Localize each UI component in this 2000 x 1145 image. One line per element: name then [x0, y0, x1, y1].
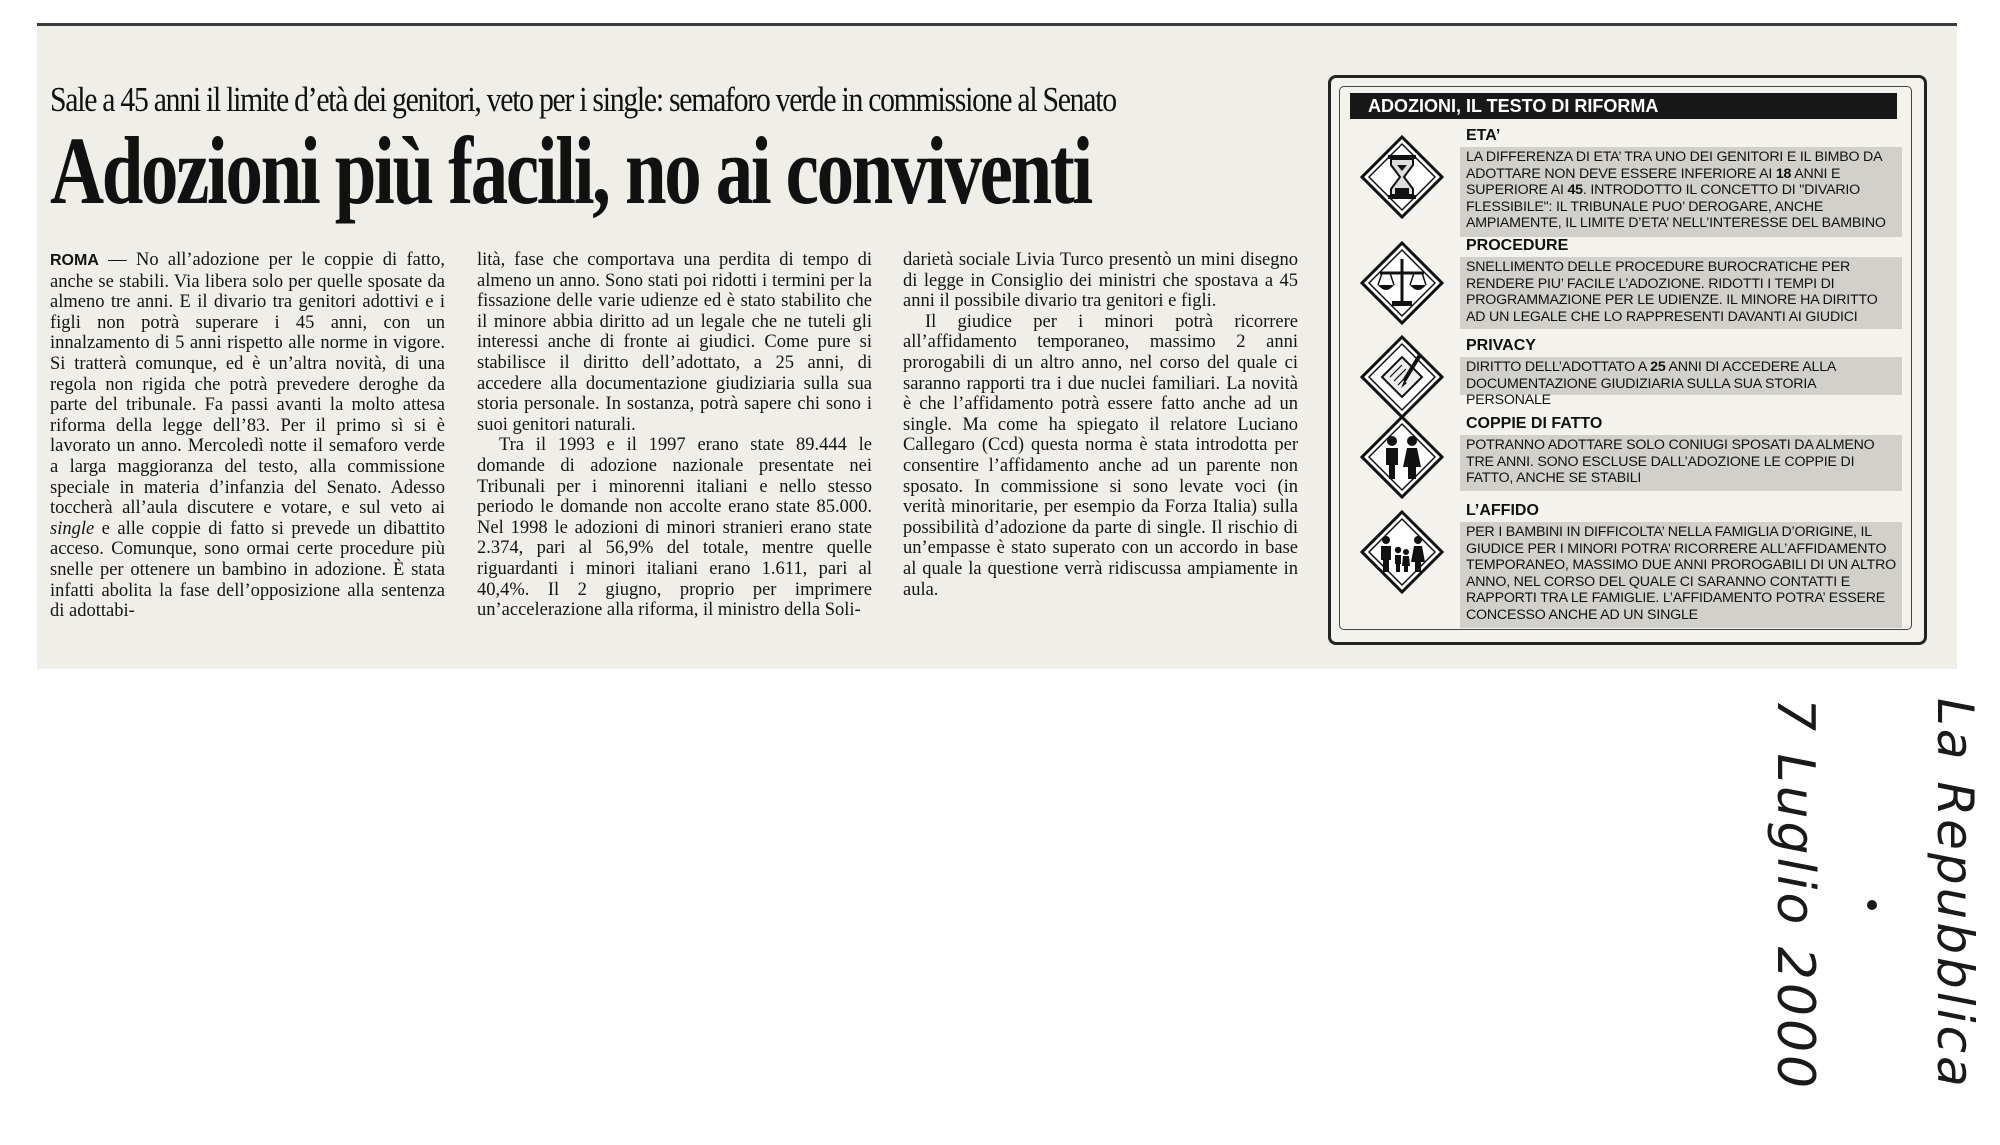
column-1-text-end: e alle coppie di fatto si prevede un dibattito acceso. Comunque, sono ormai certe procedure più snelle per ottenere un bambino in adozione. È stata infatti abolita la fase dell’opposizione alla sentenza di adottabi- [50, 518, 445, 622]
pen-document-icon [1360, 335, 1444, 419]
column-2-paragraph-2: Tra il 1993 e il 1997 erano state 89.444 le domande di adozione nazionale presentate nei Tribunali per i minorenni italiani e nello stesso periodo le domande non accolte erano state 85.000. Nel 1998 le adozioni di minori stranieri erano state 2.374, pari al 56,9% del totale, mentre quelle riguardanti i minori italiani erano 1.611, pari al 40,4%. Il 2 giugno, proprio per imprimere un’accelerazione alla riforma, il ministro della Soli- [477, 435, 872, 621]
section-text-coppie: POTRANNO ADOTTARE SOLO CONIUGI SPOSATI DA ALMENO TRE ANNI. SONO ESCLUSE DALL’ADOZIONE LE COPPIE DI FATTO, ANCHE SE STABILI [1460, 435, 1902, 491]
article-column-2 [477, 250, 872, 621]
text-part: LA DIFFERENZA DI ETA’ TRA UNO DEI GENITORI E IL BIMBO DA ADOTTARE NON DEVE ESSERE INFERIORE AI [1466, 149, 1882, 182]
section-title-coppie: COPPIE DI FATTO [1466, 415, 1603, 432]
section-text-privacy [1460, 357, 1902, 409]
article-column-1 [50, 250, 445, 622]
text-part: ANNI DI ACCEDERE ALLA DOCUMENTAZIONE GIUDIZIARIA SULLA SUA STORIA PERSONALE [1466, 359, 1836, 409]
section-text-affido: PER I BAMBINI IN DIFFICOLTA’ NELLA FAMIGLIA D’ORIGINE, IL GIUDICE PER I MINORI POTRA’ RICORRERE ALL’AFFIDAMENTO TEMPORANEO, MASSIMO DUE ANNI PROROGABILI DI UN ALTRO ANNO, NEL CORSO DEL QUALE CI SARANNO CONTATTI E RAPPORTI TRA LE FAMIGLIE. L’AFFIDAMENTO POTRA’ ESSERE CONCESSO ANCHE AD UN SINGLE [1460, 522, 1902, 628]
clipping-top-edge [37, 23, 1957, 26]
article-headline: Adozioni più facili, no ai conviventi [50, 117, 1091, 224]
hourglass-icon [1360, 135, 1444, 219]
section-text-procedure: SNELLIMENTO DELLE PROCEDURE BUROCRATICHE PER RENDERE PIU’ FACILE L’ADOZIONE. RIDOTTI I TEMPI DI PROGRAMMAZIONE PER LE UDIENZE. IL MINORE HA DIRITTO AD UN LEGALE CHE LO RAPPRESENTI DAVANTI AI GIUDICI [1460, 257, 1902, 329]
section-title-procedure: PROCEDURE [1466, 237, 1569, 254]
dateline: ROMA [50, 252, 99, 269]
italic-word: single [50, 518, 95, 539]
number-18: 18 [1775, 165, 1792, 182]
column-2-paragraph-1: lità, fase che comportava una perdita di tempo di almeno un anno. Sono stati poi ridotti i termini per la fissazione delle varie udienze ed è stato stabilito che il minore abbia diritto ad un legale che ne tuteli gli interessi anche di fronte ai giudici. Come pure si stabilisce il diritto dell’adottato, a 25 anni, di accedere alla documentazione giudiziaria sulla sua storia personale. In sostanza, potrà sapere chi sono i suoi genitori naturali. [477, 250, 872, 435]
handwritten-dot [1867, 900, 1877, 910]
text-part: DIRITTO DELL’ADOTTATO A [1466, 359, 1651, 375]
text-part: ANNI E SUPERIORE AI [1466, 165, 1841, 199]
section-title-eta: ETA’ [1466, 127, 1501, 144]
handwritten-date: 7 Luglio 2000 [1765, 698, 1825, 1092]
column-3-paragraph-2: Il giudice per i minori potrà ricorrere all’affidamento temporaneo, massimo 2 anni prorogabili di un altro anno, nel corso del quale ci saranno rapporti tra i due nuclei familiari. La novità è che l’affidamento potrà essere fatto anche ad un single. Ma come ha spiegato il relatore Luciano Callegaro (Ccd) questa norma è stata introdotta per consentire l’affidamento anche ad un parente non sposato. In commissione si sono levate voci (in verità minoritarie, per esempio da Forza Italia) sulla possibilità d’adozione da parte di single. Il rischio di un’empasse è stato superato con un accordo in base al quale la questione verrà ridiscussa ampiamente in aula. [903, 311, 1298, 600]
column-3-paragraph-1: darietà sociale Livia Turco presentò un mini disegno di legge in Consiglio dei ministri che spostava a 45 anni il possibile divario tra genitori e figli. [903, 250, 1298, 312]
section-title-privacy: PRIVACY [1466, 337, 1536, 354]
couple-icon [1360, 415, 1444, 499]
box-inner-frame [1339, 86, 1912, 630]
article-kicker: Sale a 45 anni il limite d’età dei genitori, veto per i single: semaforo verde in commissione al Senato [50, 80, 1116, 119]
number-45: 45 [1567, 182, 1583, 199]
box-title: ADOZIONI, IL TESTO DI RIFORMA [1350, 93, 1897, 119]
number-25: 25 [1650, 359, 1666, 375]
text-part: . INTRODOTTO IL CONCETTO DI "DIVARIO FLESSIBILE": IL TRIBUNALE PUO’ DEROGARE, ANCHE AMPIAMENTE, IL LIMITE D’ETA’ NELL’INTERESSE DEL BAMBINO [1466, 182, 1886, 232]
handwritten-annotation [1700, 690, 2000, 1130]
reform-summary-box [1328, 75, 1927, 645]
family-icon [1360, 510, 1444, 594]
scales-icon [1360, 241, 1444, 325]
article-column-3 [903, 250, 1298, 600]
section-title-affido: L’AFFIDO [1466, 502, 1539, 519]
handwritten-source: La Repubblica [1926, 698, 1984, 1090]
section-text-eta [1460, 147, 1902, 237]
column-1-text: — No all’adozione per le coppie di fatto, anche se stabili. Via libera solo per quelle sposate da almeno tre anni. E il divario tra genitori adottivi e i figli non potrà superare i 45 anni, con un innalzamento di 5 anni rispetto alle norme in vigore. Si tratterà comunque, ed è un’altra novità, di una regola non rigida che potrà prevedere deroghe da parte del tribunale. Fa passi avanti la molto attesa riforma della legge dell’83. Per il primo sì si è lavorato un anno. Mercoledì notte il semaforo verde a larga maggioranza del testo, alla commissione speciale in materia d’infanzia del Senato. Adesso toccherà all’aula discutere e votare, e sul veto ai [50, 250, 445, 519]
